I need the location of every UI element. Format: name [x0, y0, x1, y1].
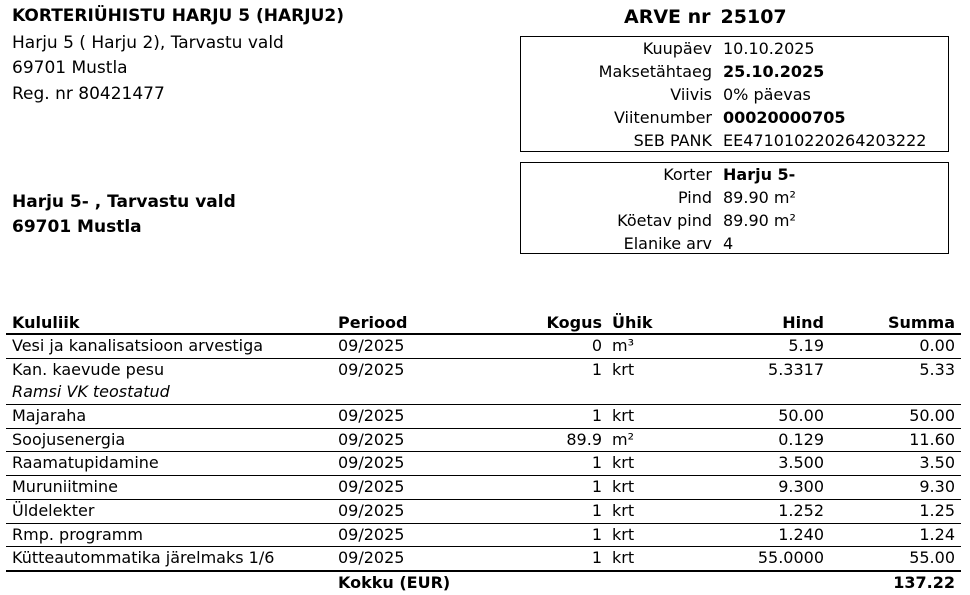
- recipient-address: Harju 5- , Tarvastu vald: [12, 192, 236, 212]
- row-name: Üldelekter: [12, 500, 95, 520]
- row-qty: 1: [591, 548, 602, 568]
- detail-value: 10.10.2025: [723, 39, 815, 58]
- row-period: 09/2025: [338, 453, 405, 473]
- row-period: 09/2025: [338, 359, 405, 379]
- header-periood: Periood: [338, 313, 408, 332]
- row-qty: 1: [591, 500, 602, 520]
- row-qty: 1: [591, 453, 602, 473]
- detail-row: [521, 60, 948, 83]
- detail-row: [521, 186, 948, 209]
- row-qty: 0: [591, 336, 602, 355]
- row-sum: 3.50: [919, 453, 955, 473]
- row-price: 3.500: [778, 453, 824, 473]
- table-row: [6, 429, 961, 453]
- row-sum: 55.00: [909, 548, 955, 568]
- row-unit: krt: [612, 359, 635, 379]
- row-unit: krt: [612, 548, 635, 568]
- row-sum: 9.30: [919, 477, 955, 497]
- row-name: Kan. kaevude pesu: [12, 359, 165, 379]
- row-period: 09/2025: [338, 477, 405, 497]
- header-kogus: Kogus: [546, 313, 602, 332]
- detail-label: Korter: [663, 165, 712, 184]
- detail-value: 4: [723, 234, 734, 253]
- detail-label: Maksetähtaeg: [598, 62, 712, 81]
- detail-label: SEB PANK: [633, 131, 712, 150]
- table-row: [6, 547, 961, 572]
- detail-row: [521, 163, 948, 186]
- table-header-row: [6, 310, 961, 335]
- header-uhik: Ühik: [612, 313, 653, 332]
- detail-value: 25.10.2025: [723, 62, 825, 81]
- row-unit: krt: [612, 453, 635, 473]
- row-sum: 11.60: [909, 429, 955, 449]
- row-price: 50.00: [778, 406, 824, 426]
- row-name: Muruniitmine: [12, 477, 118, 497]
- row-period: 09/2025: [338, 406, 405, 426]
- table-row: [6, 524, 961, 548]
- invoice-title: [624, 6, 787, 28]
- detail-value: 89.90 m²: [723, 188, 796, 207]
- row-qty: 1: [591, 359, 602, 379]
- detail-label: Pind: [677, 188, 712, 207]
- row-qty: 1: [591, 406, 602, 426]
- row-unit: krt: [612, 406, 635, 426]
- table-row: [6, 335, 961, 359]
- row-price: 0.129: [778, 429, 824, 449]
- row-price: 5.19: [788, 336, 824, 355]
- items-table: [6, 310, 961, 595]
- detail-label: Köetav pind: [617, 211, 712, 230]
- company-address: Harju 5 ( Harju 2), Tarvastu vald: [12, 33, 284, 53]
- row-unit: krt: [612, 524, 635, 544]
- header-kululiik: Kululiik: [12, 313, 80, 332]
- detail-label: Viitenumber: [613, 108, 712, 127]
- detail-row: [521, 129, 948, 152]
- table-row: [6, 452, 961, 476]
- row-price: 5.3317: [768, 359, 824, 379]
- row-qty: 1: [591, 524, 602, 544]
- total-value: 137.22: [893, 572, 955, 592]
- row-unit: m³: [612, 336, 634, 355]
- detail-value: 89.90 m²: [723, 211, 796, 230]
- row-name: Vesi ja kanalisatsioon arvestiga: [12, 336, 264, 355]
- row-price: 55.0000: [757, 548, 824, 568]
- row-qty: 1: [591, 477, 602, 497]
- row-unit: krt: [612, 477, 635, 497]
- row-sum: 0.00: [919, 336, 955, 355]
- row-period: 09/2025: [338, 548, 405, 568]
- company-reg-nr: Reg. nr 80421477: [12, 84, 165, 104]
- table-body: [6, 335, 961, 572]
- detail-row: [521, 37, 948, 60]
- table-row: [6, 359, 961, 382]
- header-hind: Hind: [782, 313, 824, 332]
- table-row: [6, 500, 961, 524]
- row-name: Majaraha: [12, 406, 87, 426]
- row-period: 09/2025: [338, 524, 405, 544]
- invoice-label: ARVE nr: [624, 6, 711, 28]
- row-sum: 5.33: [919, 359, 955, 379]
- detail-row: [521, 106, 948, 129]
- detail-label: Elanike arv: [623, 234, 712, 253]
- row-sum: 1.24: [919, 524, 955, 544]
- table-row: [6, 476, 961, 500]
- detail-label: Kuupäev: [642, 39, 712, 58]
- row-unit: m²: [612, 429, 634, 449]
- table-total-row: [6, 572, 961, 595]
- detail-row: [521, 232, 948, 255]
- row-price: 1.240: [778, 524, 824, 544]
- table-row-note: [6, 381, 961, 405]
- row-period: 09/2025: [338, 429, 405, 449]
- invoice-details-box: [520, 36, 949, 152]
- invoice-number: 25107: [720, 6, 787, 28]
- row-name: Raamatupidamine: [12, 453, 159, 473]
- row-note: Ramsi VK teostatud: [12, 382, 170, 402]
- company-postal: 69701 Mustla: [12, 58, 128, 78]
- header-summa: Summa: [887, 313, 955, 332]
- detail-row: [521, 83, 948, 106]
- detail-label: Viivis: [670, 85, 712, 104]
- company-name: KORTERIÜHISTU HARJU 5 (HARJU2): [12, 6, 344, 26]
- detail-row: [521, 209, 948, 232]
- detail-value: 0% päevas: [723, 85, 811, 104]
- row-unit: krt: [612, 500, 635, 520]
- table-row: [6, 405, 961, 429]
- recipient-postal: 69701 Mustla: [12, 217, 142, 237]
- row-qty: 89.9: [566, 429, 602, 449]
- row-price: 9.300: [778, 477, 824, 497]
- row-sum: 1.25: [919, 500, 955, 520]
- total-label: Kokku (EUR): [338, 572, 451, 592]
- row-name: Rmp. programm: [12, 524, 143, 544]
- row-period: 09/2025: [338, 336, 405, 355]
- row-period: 09/2025: [338, 500, 405, 520]
- apartment-details-box: [520, 162, 949, 254]
- row-name: Soojusenergia: [12, 429, 126, 449]
- detail-value: Harju 5-: [723, 165, 796, 184]
- detail-value: EE471010220264203222: [723, 131, 927, 150]
- row-name: Kütteautommatika järelmaks 1/6: [12, 548, 275, 568]
- detail-value: 00020000705: [723, 108, 846, 127]
- row-sum: 50.00: [909, 406, 955, 426]
- row-price: 1.252: [778, 500, 824, 520]
